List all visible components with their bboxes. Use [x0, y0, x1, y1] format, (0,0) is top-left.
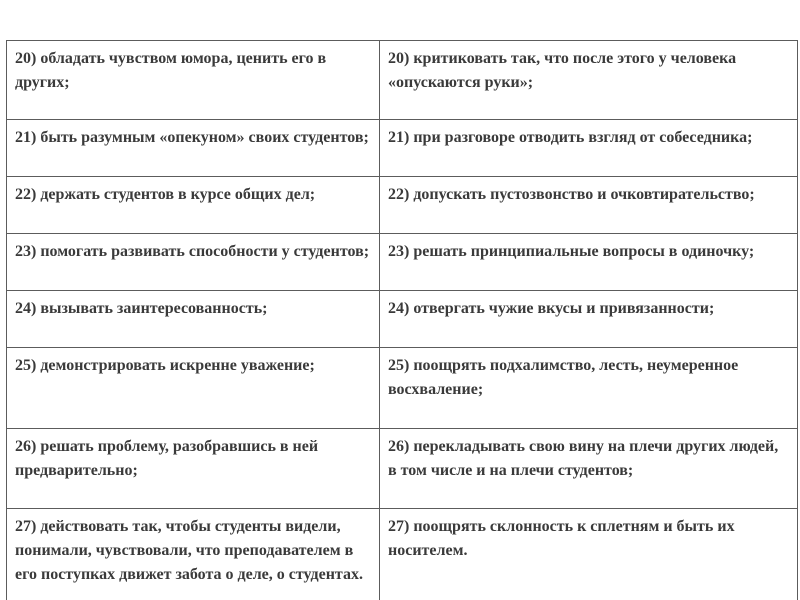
- table-row: [7, 348, 798, 429]
- table-cell-right: [380, 177, 798, 234]
- cell-text: 25) демонстрировать искренне уважение;: [15, 357, 315, 374]
- table-cell-right: [380, 234, 798, 291]
- table-cell-left: [7, 348, 380, 429]
- cell-text: 27) действовать так, чтобы студенты видели, понимали, чувствовали, что преподавателем в его поступках движет забота о деле, о студентах.: [15, 518, 363, 583]
- table-row: [7, 41, 798, 120]
- table-cell-left: [7, 509, 380, 600]
- table-cell-left: [7, 120, 380, 177]
- table-cell-right: [380, 291, 798, 348]
- table-cell-left: [7, 291, 380, 348]
- cell-text: 20) обладать чувством юмора, ценить его в других;: [15, 50, 327, 91]
- table-cell-right: [380, 41, 798, 120]
- table-cell-left: [7, 41, 380, 120]
- table-row: [7, 291, 798, 348]
- rules-table: [6, 40, 798, 600]
- table-cell-left: [7, 234, 380, 291]
- cell-text: 21) быть разумным «опекуном» своих студентов;: [15, 129, 369, 146]
- cell-text: 27) поощрять склонность к сплетням и быть их носителем.: [388, 518, 735, 559]
- table-row: [7, 177, 798, 234]
- cell-text: 23) помогать развивать способности у студентов;: [15, 243, 370, 260]
- cell-text: 22) держать студентов в курсе общих дел;: [15, 186, 316, 203]
- table-row: [7, 429, 798, 509]
- cell-text: 26) решать проблему, разобравшись в ней предварительно;: [15, 438, 319, 479]
- table-row: [7, 120, 798, 177]
- table-row: [7, 509, 798, 600]
- cell-text: 20) критиковать так, что после этого у человека «опускаются руки»;: [388, 50, 737, 91]
- table-cell-left: [7, 177, 380, 234]
- cell-text: 24) отвергать чужие вкусы и привязанности;: [388, 300, 715, 317]
- table-cell-right: [380, 120, 798, 177]
- cell-text: 25) поощрять подхалимство, лесть, неумеренное восхваление;: [388, 357, 739, 398]
- cell-text: 26) перекладывать свою вину на плечи других людей, в том числе и на плечи студентов;: [388, 438, 779, 479]
- cell-text: 21) при разговоре отводить взгляд от собеседника;: [388, 129, 753, 146]
- cell-text: 23) решать принципиальные вопросы в одиночку;: [388, 243, 755, 260]
- cell-text: 22) допускать пустозвонство и очковтирательство;: [388, 186, 755, 203]
- cell-text: 24) вызывать заинтересованность;: [15, 300, 268, 317]
- table-cell-left: [7, 429, 380, 509]
- table-row: [7, 234, 798, 291]
- table-cell-right: [380, 509, 798, 600]
- table-cell-right: [380, 429, 798, 509]
- table-cell-right: [380, 348, 798, 429]
